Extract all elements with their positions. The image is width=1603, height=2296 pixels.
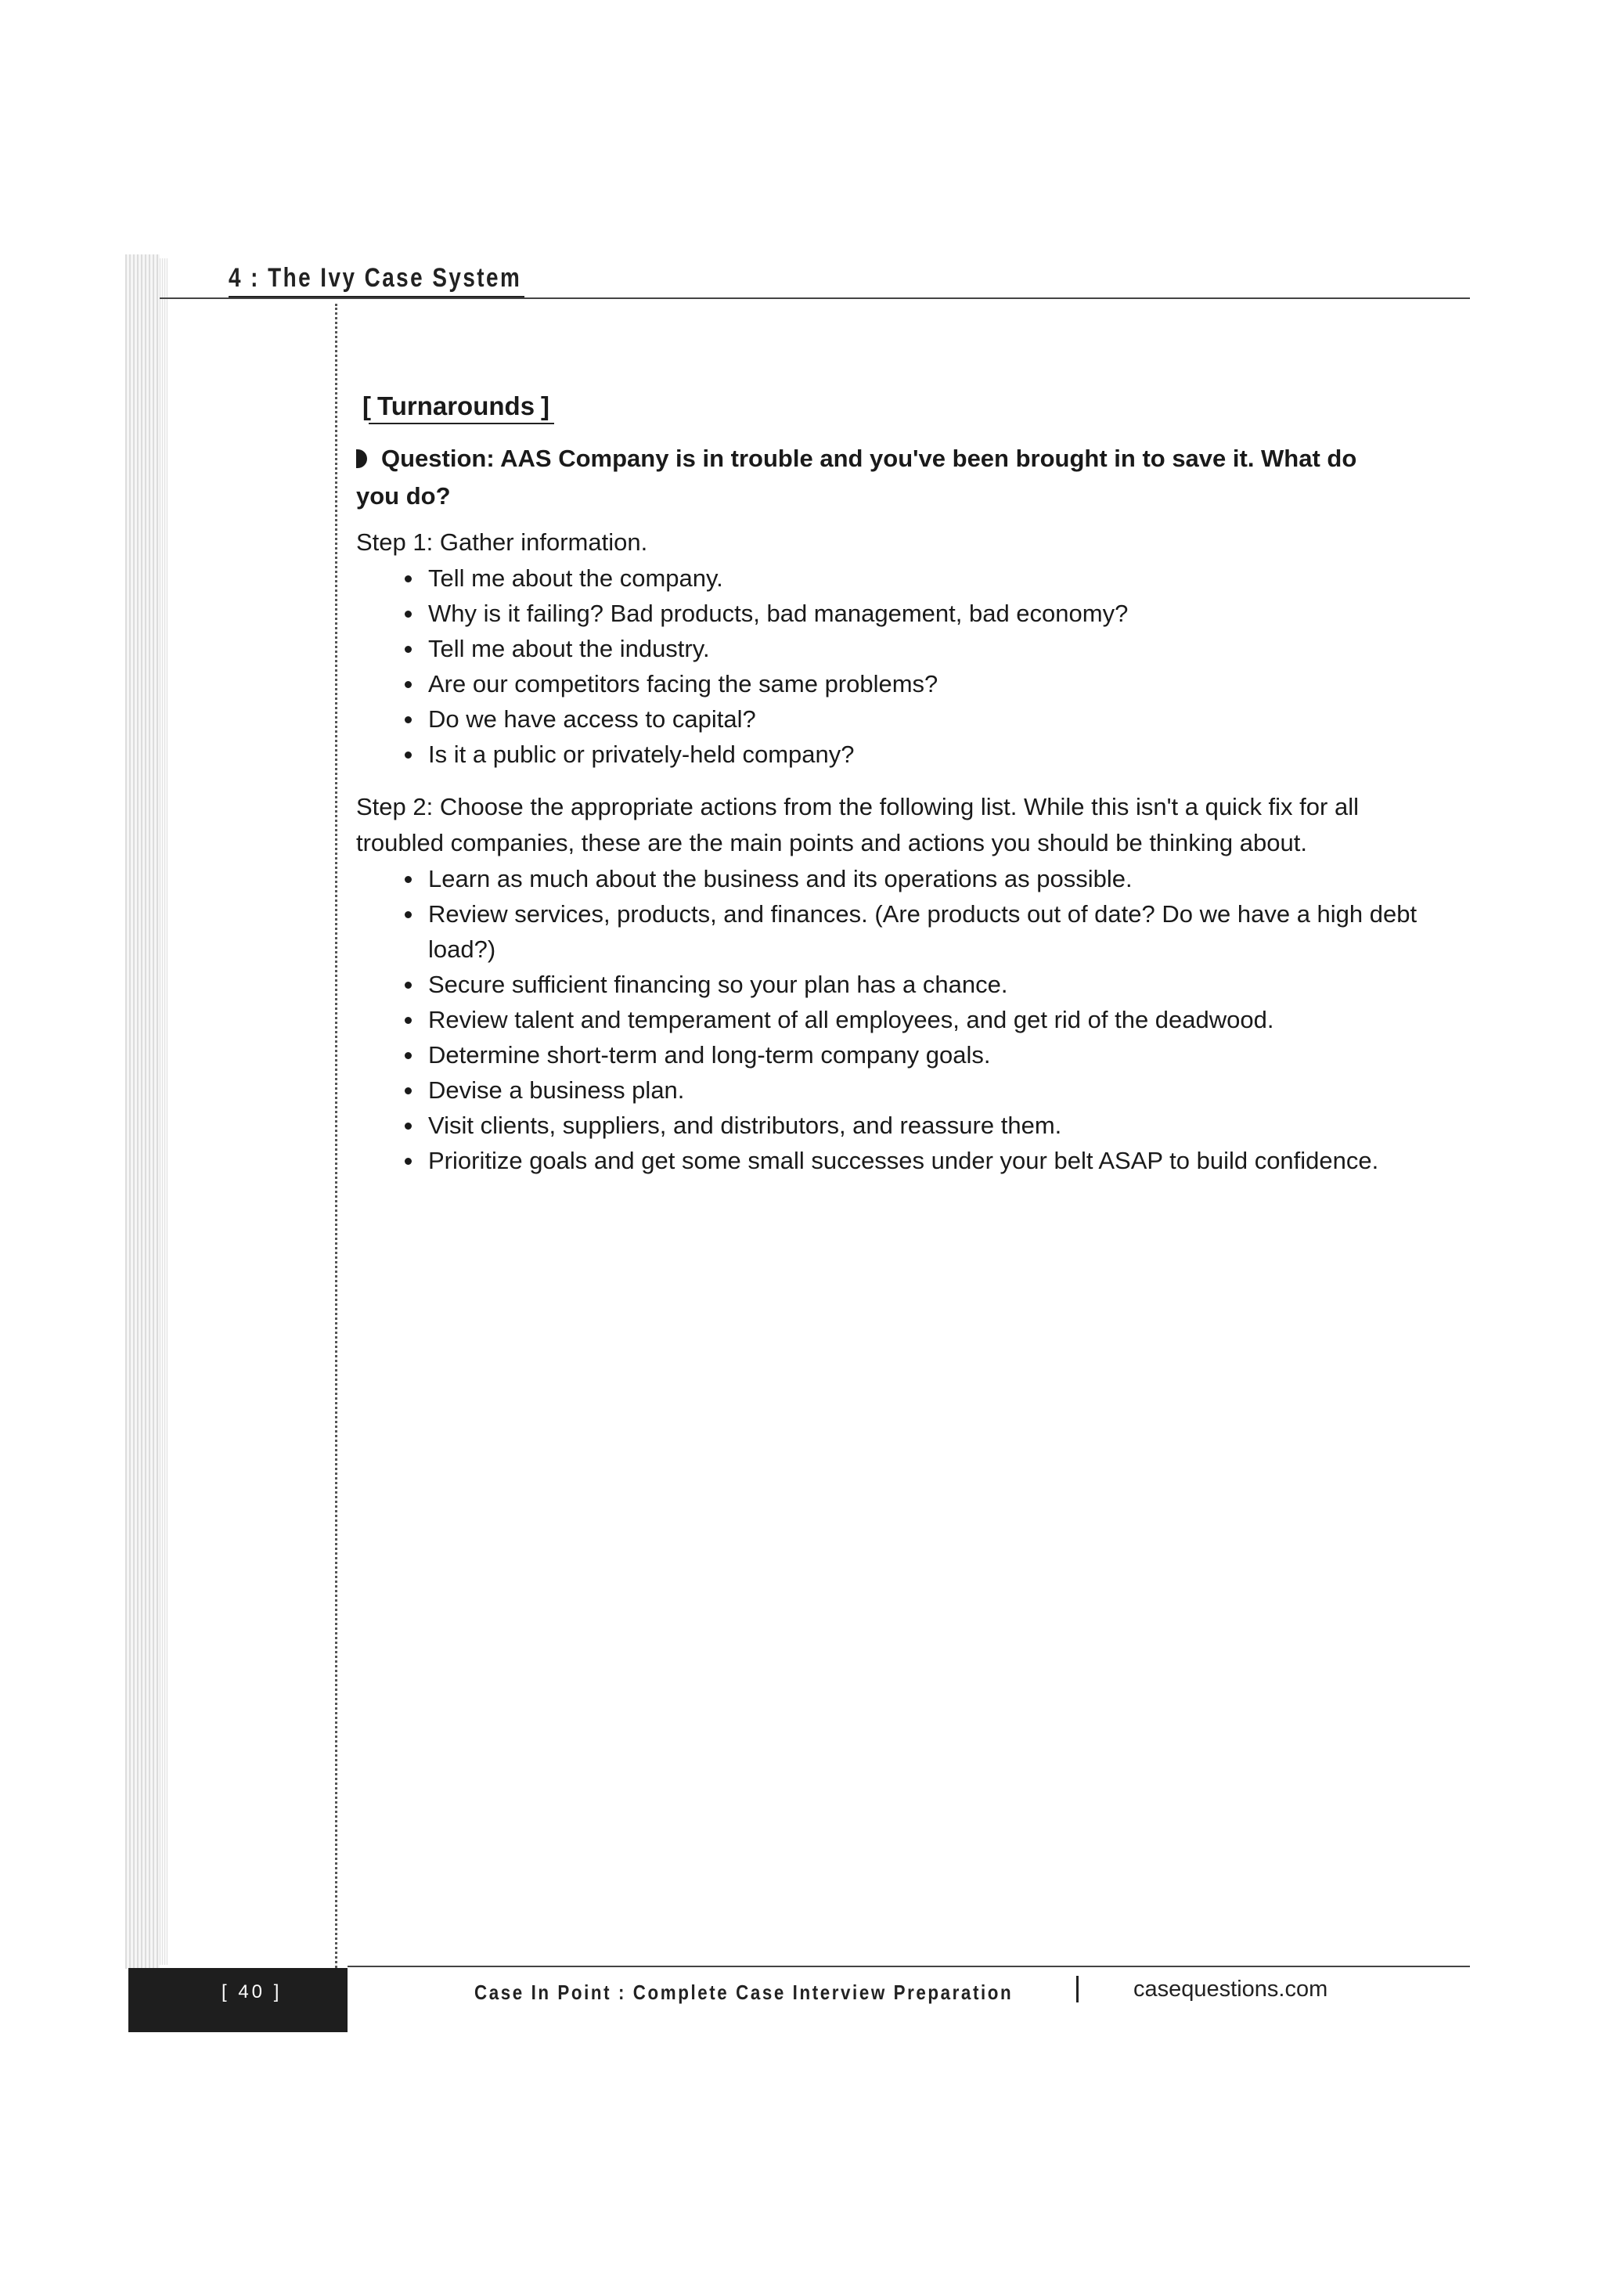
- list-item: Tell me about the industry.: [405, 631, 1468, 666]
- list-item: Secure sufficient financing so your plan has a chance.: [405, 967, 1422, 1002]
- step1-label: Step 1: Gather information.: [356, 528, 648, 556]
- step2-label: Step 2: Choose the appropriate actions from the following list. While this isn't a quick fix for all troubled companies, these are the main points and actions you should be thinking about.: [356, 793, 1359, 856]
- question-text: Question: AAS Company is in trouble and you've been brought in to save it. What do you do?: [356, 445, 1357, 510]
- running-header: 4 : The Ivy Case System: [229, 263, 522, 293]
- scan-margin-strip-inner: [160, 258, 168, 1965]
- header-rule: [160, 297, 1470, 299]
- section-title-text: Turnarounds: [377, 391, 535, 420]
- step1-list: [356, 560, 1468, 772]
- list-item: Devise a business plan.: [405, 1072, 1422, 1108]
- question: [356, 440, 1358, 515]
- list-item: Tell me about the company.: [405, 560, 1468, 596]
- list-item: Review talent and temperament of all employees, and get rid of the deadwood.: [405, 1002, 1422, 1037]
- section-title: [356, 391, 556, 424]
- step2-list: [356, 861, 1422, 1178]
- list-item: Is it a public or privately-held company?: [405, 737, 1468, 772]
- list-item: Prioritize goals and get some small successes under your belt ASAP to build confidence.: [405, 1143, 1422, 1178]
- page-number: [ 40 ]: [222, 1981, 283, 2002]
- footer-rule: [348, 1966, 1470, 1967]
- footer-website: casequestions.com: [1133, 1977, 1328, 2002]
- list-item: Why is it failing? Bad products, bad management, bad economy?: [405, 596, 1468, 631]
- list-item: Determine short-term and long-term company goals.: [405, 1037, 1422, 1072]
- main-content: [356, 391, 1468, 1178]
- footer-book-title: Case In Point : Complete Case Interview Preparation: [474, 1981, 1014, 2004]
- list-item: Learn as much about the business and its operations as possible.: [405, 861, 1422, 896]
- dotted-divider: [335, 304, 337, 1968]
- list-item: Review services, products, and finances. (Are products out of date? Do we have a high debt load?): [405, 896, 1422, 967]
- bracket-open: [: [362, 391, 371, 420]
- bracket-close: ]: [541, 391, 550, 420]
- list-item: Are our competitors facing the same problems?: [405, 666, 1468, 701]
- question-marker-icon: [356, 449, 367, 468]
- list-item: Visit clients, suppliers, and distributors, and reassure them.: [405, 1108, 1422, 1143]
- list-item: Do we have access to capital?: [405, 701, 1468, 737]
- scan-margin-strip: [125, 254, 160, 1969]
- footer-separator: [1076, 1976, 1079, 2002]
